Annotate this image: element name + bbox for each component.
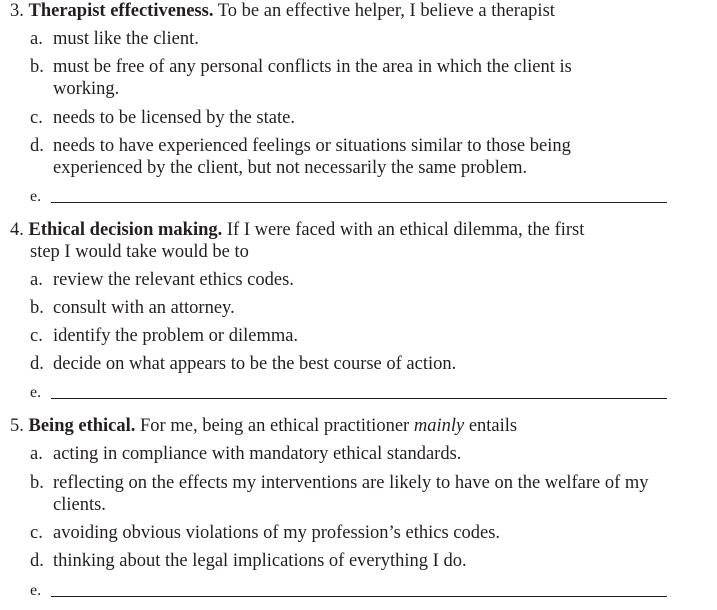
question-heading: Being ethical. bbox=[28, 416, 136, 436]
option-text: needs to be licensed by the state. bbox=[53, 108, 295, 128]
question-stem-end: entails bbox=[468, 416, 518, 436]
option-text: avoiding obvious violations of my profession’s ethics codes. bbox=[53, 523, 501, 543]
question-heading: Therapist effectiveness. bbox=[28, 1, 214, 21]
option-5c[interactable] bbox=[30, 522, 670, 544]
option-5e-blank[interactable] bbox=[30, 580, 670, 602]
option-3e-blank[interactable] bbox=[30, 186, 670, 208]
option-letter: d. bbox=[30, 136, 44, 156]
question-number: 4. bbox=[10, 220, 24, 240]
option-letter: d. bbox=[30, 551, 44, 571]
option-text: acting in compliance with mandatory ethical standards. bbox=[53, 444, 462, 464]
question-4-stem bbox=[10, 219, 670, 263]
option-text: decide on what appears to be the best course of action. bbox=[53, 354, 457, 374]
question-stem-emphasis: mainly bbox=[413, 416, 465, 436]
option-3c[interactable] bbox=[30, 107, 670, 129]
write-in-line[interactable] bbox=[51, 596, 667, 597]
question-stem: If I were faced with an ethical dilemma, the first bbox=[226, 220, 585, 240]
option-5d[interactable] bbox=[30, 550, 670, 572]
question-stem: To be an effective helper, I believe a therapist bbox=[217, 1, 555, 21]
option-letter: c. bbox=[30, 108, 43, 128]
option-5a[interactable] bbox=[30, 443, 670, 465]
option-letter: b. bbox=[30, 298, 44, 318]
question-stem: For me, being an ethical practitioner bbox=[140, 416, 410, 436]
option-4d[interactable] bbox=[30, 353, 670, 375]
question-heading: Ethical decision making. bbox=[28, 220, 223, 240]
option-letter: a. bbox=[30, 29, 43, 49]
option-letter: b. bbox=[30, 57, 44, 77]
option-letter: a. bbox=[30, 444, 43, 464]
option-4e-blank[interactable] bbox=[30, 382, 670, 404]
question-stem-continued: step I would take would be to bbox=[30, 242, 249, 262]
option-text: reflecting on the effects my interventions are likely to have on the welfare of my clients. bbox=[53, 473, 649, 515]
question-3-stem bbox=[10, 0, 670, 22]
write-in-line[interactable] bbox=[51, 398, 667, 399]
option-letter: c. bbox=[30, 326, 43, 346]
option-3d[interactable] bbox=[30, 135, 630, 179]
option-text: needs to have experienced feelings or situations similar to those being experienced by the client, but not necessarily the same problem. bbox=[53, 136, 571, 178]
option-letter: e. bbox=[30, 384, 42, 401]
option-4b[interactable] bbox=[30, 297, 670, 319]
option-letter: d. bbox=[30, 354, 44, 374]
option-text: consult with an attorney. bbox=[53, 298, 235, 318]
option-3a[interactable] bbox=[30, 28, 670, 50]
option-text: must be free of any personal conflicts in the area in which the client is working. bbox=[53, 57, 572, 99]
option-letter: b. bbox=[30, 473, 44, 493]
write-in-line[interactable] bbox=[51, 202, 667, 203]
question-number: 3. bbox=[10, 1, 24, 21]
question-5-stem bbox=[10, 415, 670, 437]
option-4a[interactable] bbox=[30, 269, 670, 291]
option-5b[interactable] bbox=[30, 472, 675, 516]
option-letter: a. bbox=[30, 270, 43, 290]
question-number: 5. bbox=[10, 416, 24, 436]
option-text: identify the problem or dilemma. bbox=[53, 326, 299, 346]
option-letter: c. bbox=[30, 523, 43, 543]
option-letter: e. bbox=[30, 188, 42, 205]
option-4c[interactable] bbox=[30, 325, 670, 347]
option-text: must like the client. bbox=[53, 29, 199, 49]
option-3b[interactable] bbox=[30, 56, 640, 100]
option-text: review the relevant ethics codes. bbox=[53, 270, 294, 290]
option-letter: e. bbox=[30, 582, 42, 599]
option-text: thinking about the legal implications of everything I do. bbox=[53, 551, 467, 571]
